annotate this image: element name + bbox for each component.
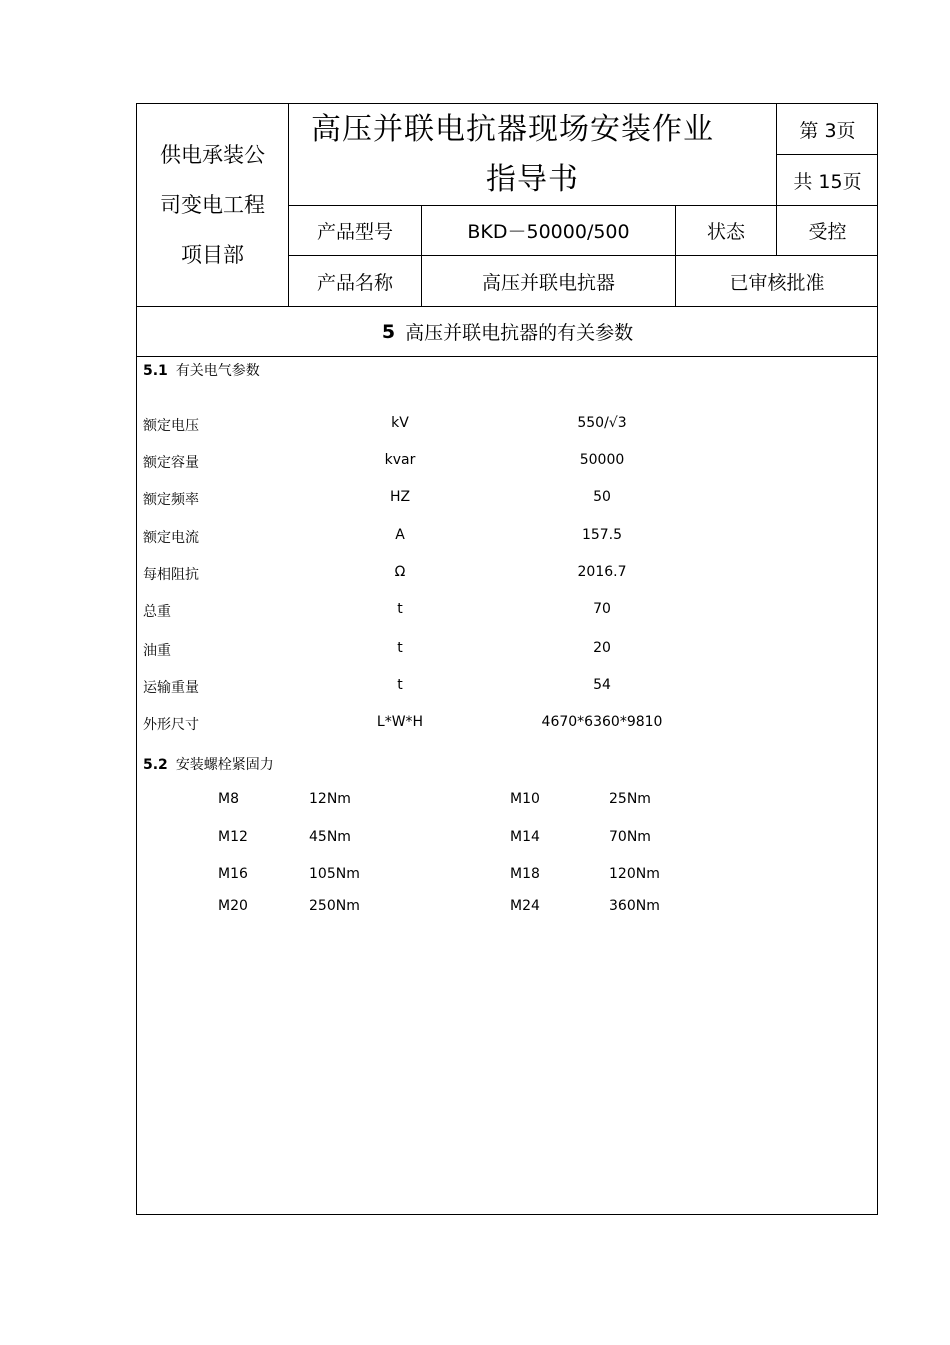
param-unit: A	[395, 527, 405, 543]
param-unit: t	[397, 677, 403, 693]
bolt-torque: 70Nm	[609, 829, 651, 845]
bolt-torque: 105Nm	[309, 866, 360, 882]
param-value: 157.5	[581, 527, 623, 543]
param-value: 50000	[579, 452, 625, 468]
model-label: 产品型号	[316, 221, 393, 243]
page-current: 第 3页	[799, 119, 856, 142]
bolt-size: M24	[510, 898, 540, 914]
param-name: 运输重量	[143, 680, 199, 696]
param-name: 油重	[143, 643, 171, 659]
param-unit: HZ	[389, 489, 411, 505]
section-title-text: 高压并联电抗器的有关参数	[405, 322, 634, 344]
approval-status: 已审核批准	[729, 271, 825, 294]
bolt-size: M18	[510, 866, 540, 882]
bolt-torque: 250Nm	[309, 898, 360, 914]
param-name: 额定频率	[143, 492, 199, 508]
param-value: 20	[593, 640, 611, 656]
department-line: 司变电工程	[160, 193, 265, 217]
bolt-size: M16	[218, 866, 248, 882]
department-line: 供电承装公	[160, 143, 265, 167]
name-value: 高压并联电抗器	[481, 271, 615, 294]
subsection-number: 5.2	[143, 757, 168, 773]
param-value: 50	[593, 489, 611, 505]
subsection-number: 5.1	[143, 363, 168, 379]
param-name: 额定电流	[143, 530, 199, 546]
status-label: 状态	[706, 221, 745, 243]
bolt-size: M8	[218, 791, 239, 807]
param-unit: t	[397, 640, 403, 656]
bolt-size: M14	[510, 829, 540, 845]
param-value: 550/√3	[577, 415, 627, 431]
param-value: 54	[593, 677, 611, 693]
param-unit: kvar	[384, 452, 416, 468]
department-line: 项目部	[181, 243, 244, 267]
bolt-torque: 360Nm	[609, 898, 660, 914]
subsection-5-2-heading	[143, 754, 274, 774]
status-value: 受控	[808, 221, 847, 243]
title-line: 高压并联电抗器现场安装作业	[311, 111, 714, 147]
document-title	[289, 104, 776, 205]
bolt-torque: 25Nm	[609, 791, 651, 807]
param-unit: kV	[391, 415, 409, 431]
param-name: 总重	[143, 604, 171, 620]
param-name: 额定容量	[143, 455, 199, 471]
param-unit: t	[397, 601, 403, 617]
bolt-size: M10	[510, 791, 540, 807]
section-title	[137, 307, 878, 356]
bolt-torque: 45Nm	[309, 829, 351, 845]
bolt-torque: 120Nm	[609, 866, 660, 882]
model-value: BKD－50000/500	[467, 221, 630, 243]
param-unit: L*W*H	[376, 714, 424, 730]
param-value: 4670*6360*9810	[541, 714, 663, 730]
param-name: 额定电压	[143, 418, 199, 434]
subsection-5-1-heading	[143, 360, 260, 380]
param-name: 每相阻抗	[143, 567, 199, 583]
section-number: 5	[381, 320, 396, 343]
subsection-title: 安装螺栓紧固力	[175, 757, 274, 773]
divider	[136, 356, 878, 357]
department-name	[137, 104, 288, 306]
param-name: 外形尺寸	[143, 717, 199, 733]
name-label: 产品名称	[316, 271, 393, 294]
param-value: 70	[593, 601, 611, 617]
title-line: 指导书	[486, 161, 579, 197]
page-total: 共 15页	[793, 170, 862, 193]
subsection-title: 有关电气参数	[175, 363, 260, 379]
bolt-size: M20	[218, 898, 248, 914]
param-value: 2016.7	[577, 564, 627, 580]
bolt-size: M12	[218, 829, 248, 845]
param-unit: Ω	[394, 564, 406, 580]
bolt-torque: 12Nm	[309, 791, 351, 807]
